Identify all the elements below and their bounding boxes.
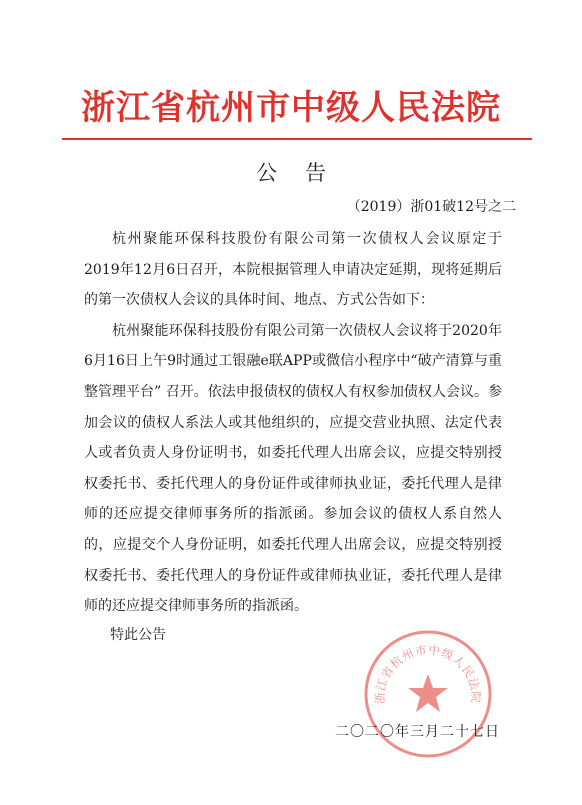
notice-paragraph-2: 杭州聚能环保科技股份有限公司第一次债权人会议将于2020年6月16日上午9时通过工银融e联APP或微信小程序中“破产清算与重整管理平台” 召开。依法申报债权的债权人有权参加债权人会议。参加会议的债权人系法人或其他组织的，应提交营业执照、法定代表人或者负责人身份证明书，如委托代理人出席会议，应提交特别授权委托书、委托代理人的身份证件或律师执业证，委托代理人是律师的还应提交律师事务所的指派函。参加会议的债权人系自然人的，应提交个人身份证明，如委托代理人出席会议，应提交特别授权委托书、委托代理人的身份证件或律师执业证，委托代理人是律师的还应提交律师事务所的指派函。 <box>84 322 502 615</box>
notice-title: 公告 <box>256 161 354 185</box>
header-divider <box>62 138 532 140</box>
seal-star-icon <box>408 674 448 712</box>
case-number: （2019）浙01破12号之二 <box>346 199 516 215</box>
notice-body <box>84 224 502 622</box>
notice-date: 二〇二〇年三月二十七日 <box>335 724 500 740</box>
closing-text: 特此公告 <box>110 627 166 643</box>
seal-text: 浙江省杭州市中级人民法院 <box>372 642 484 705</box>
notice-paragraph-1: 杭州聚能环保科技股份有限公司第一次债权人会议原定于 2019年12月6日召开，本院根据管理人申请决定延期，现将延期后的第一次债权人会议的具体时间、地点、方式公告如下： <box>84 231 502 309</box>
court-name-header: 浙江省杭州市中级人民法院 <box>81 88 501 128</box>
